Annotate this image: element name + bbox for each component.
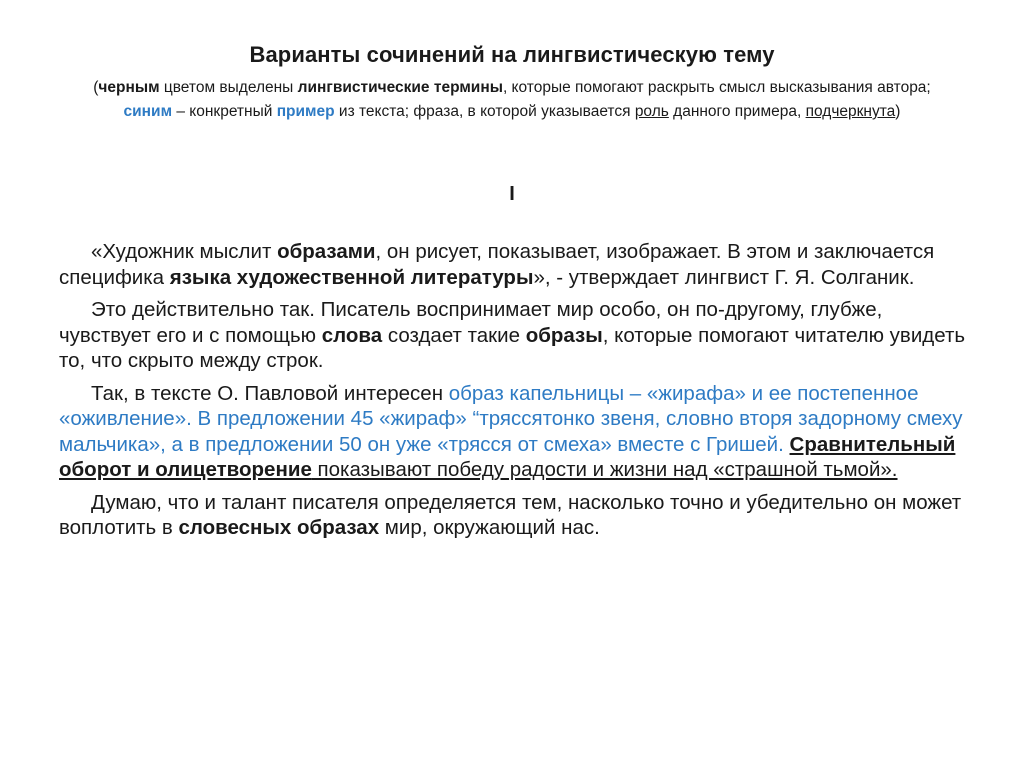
legend-note [80,76,944,124]
text: , которые помогают читателю увидеть то, что скрыто между строк. [59,323,966,372]
note-text: – конкретный [172,103,277,120]
text: Так, в тексте О. Павловой интересен [91,381,449,405]
note-open: ( [93,79,99,96]
text: Это действительно так. Писатель воспринимает мир особо, он по-другому, глубже, чувствует его и с помощью [59,298,883,347]
note-text: из текста; фраза, в которой указывается [334,103,635,120]
note-close: ) [895,103,901,120]
term: образы [525,323,603,347]
note-black-word: черным [98,79,160,96]
note-example-word: пример [276,103,335,120]
note-ling-terms: лингвистические термины [297,79,503,96]
paragraph-4 [59,490,969,541]
term: образами [277,240,376,263]
note-text: цветом выделены [159,79,298,96]
text: , он рисует, показывает, изображает. В этом и заключается специфика [59,240,935,289]
text: Думаю, что и талант писателя определяется тем, насколько точно и убедительно он может воплотить в [59,490,962,539]
text: мир, окружающий нас. [379,516,600,539]
note-role-word: роль [634,103,669,120]
note-text: , которые помогают раскрыть смысл высказывания автора; [502,79,931,96]
essay-body [59,239,969,548]
paragraph-2 [59,297,969,374]
text: создает такие [382,323,526,347]
role-phrase: показывают победу радости и жизни над «страшной тьмой». [311,458,898,481]
page-title: Варианты сочинений на лингвистическую тему [249,42,775,67]
text: », - утверждает лингвист Г. Я. Солганик. [533,265,915,289]
paragraph-1 [59,239,969,290]
note-text: данного примера, [668,103,806,120]
note-blue-word: синим [123,103,173,120]
term: словесных образах [178,516,380,539]
text: «Художник мыслит [91,240,278,263]
term: языка художественной литературы [169,265,534,289]
example: образ капельницы – «жирафа» и ее постепенное «оживление». В предложении 45 «жираф» “тряссятонко звеня, словно вторя задорному смеху мальчика», а в предложении 50 он уже «трясся от смеха» вместе с Гришей. [59,381,963,456]
term-underlined: Сравнительный оборот и олицетворение [59,432,956,481]
paragraph-3 [59,381,969,483]
note-underlined-word: подчеркнута [805,103,896,120]
section-number: I [509,183,515,205]
term: слова [321,323,383,347]
